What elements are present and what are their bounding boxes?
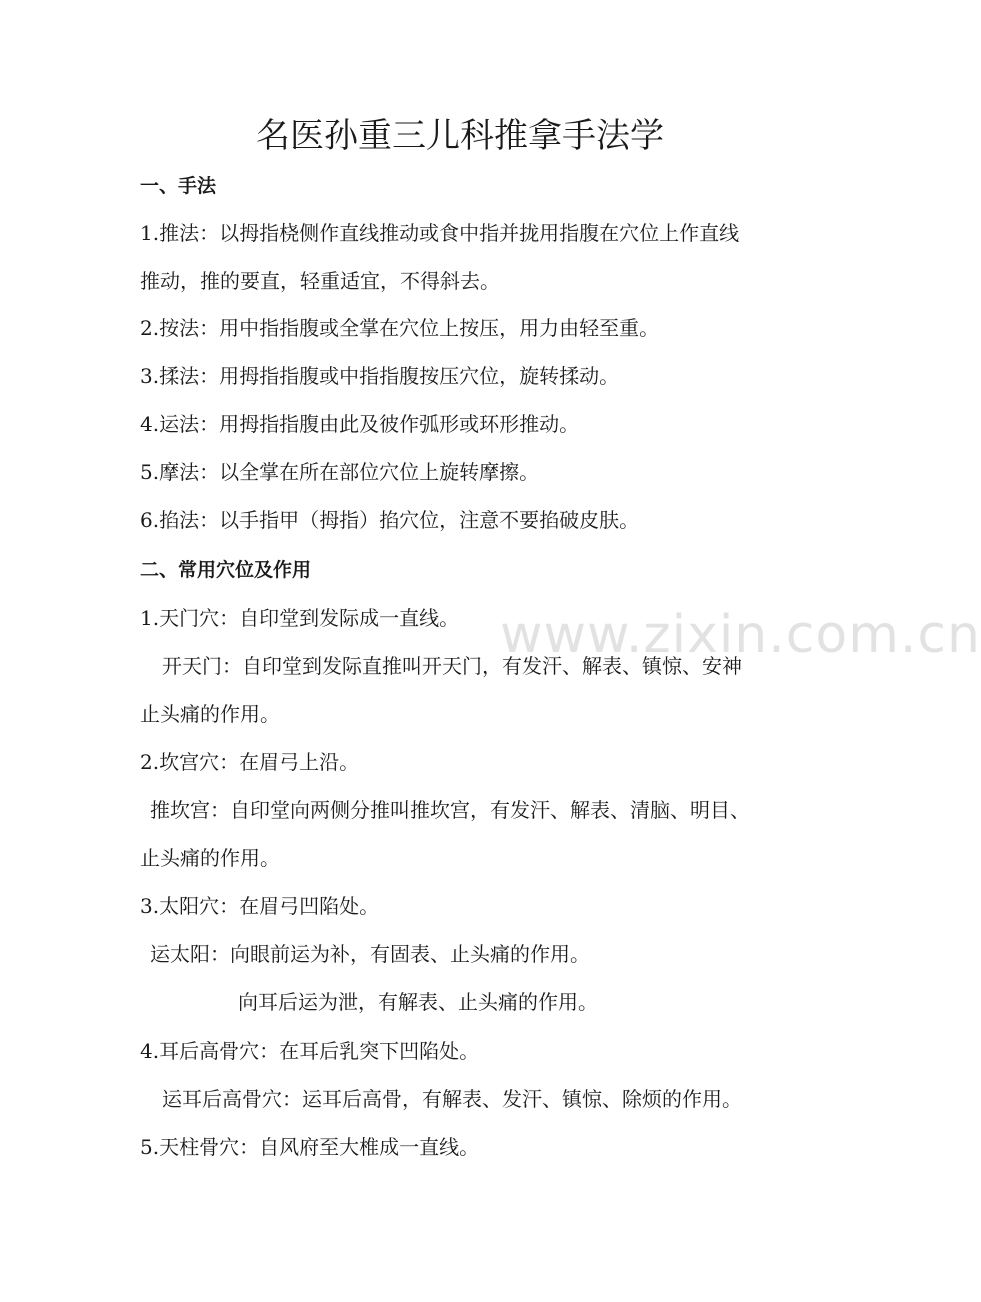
paragraph-line: 4.运法：用拇指指腹由此及彼作弧形或环形推动。 (140, 412, 580, 436)
paragraph-line: 运耳后高骨穴：运耳后高骨，有解表、发汗、镇惊、除烦的作用。 (162, 1087, 742, 1111)
paragraph-line: 1.天门穴：自印堂到发际成一直线。 (140, 606, 460, 630)
paragraph-line: 6.掐法：以手指甲（拇指）掐穴位，注意不要掐破皮肤。 (140, 508, 640, 532)
paragraph-line: 3.太阳穴：在眉弓凹陷处。 (140, 894, 380, 918)
paragraph-line: 1.推法：以拇指桡侧作直线推动或食中指并拢用指腹在穴位上作直线 (140, 221, 740, 245)
paragraph-line: 运太阳：向眼前运为补，有固表、止头痛的作用。 (150, 942, 590, 966)
watermark: www.zixin.com.cn (500, 605, 981, 665)
paragraph-line: 2.按法：用中指指腹或全掌在穴位上按压，用力由轻至重。 (140, 316, 660, 340)
paragraph-line: 向耳后运为泄，有解表、止头痛的作用。 (238, 990, 598, 1014)
paragraph-line: 推坎宫：自印堂向两侧分推叫推坎宫，有发汗、解表、清脑、明目、 (150, 798, 750, 822)
paragraph-line: 5.摩法：以全掌在所在部位穴位上旋转摩擦。 (140, 460, 540, 484)
paragraph-line: 开天门：自印堂到发际直推叫开天门，有发汗、解表、镇惊、安神 (162, 654, 742, 678)
paragraph-line: 3.揉法：用拇指指腹或中指指腹按压穴位，旋转揉动。 (140, 364, 620, 388)
paragraph-line: 止头痛的作用。 (140, 846, 280, 870)
section-heading-techniques: 一、手法 (140, 175, 217, 197)
document-title: 名医孙重三儿科推拿手法学 (256, 116, 664, 156)
paragraph-line: 2.坎宫穴：在眉弓上沿。 (140, 750, 360, 774)
paragraph-line: 止头痛的作用。 (140, 702, 280, 726)
paragraph-line: 4.耳后高骨穴：在耳后乳突下凹陷处。 (140, 1039, 480, 1063)
paragraph-line: 推动，推的要直，轻重适宜，不得斜去。 (140, 269, 500, 293)
section-heading-acupoints: 二、常用穴位及作用 (140, 559, 312, 581)
paragraph-line: 5.天柱骨穴：自风府至大椎成一直线。 (140, 1135, 480, 1159)
